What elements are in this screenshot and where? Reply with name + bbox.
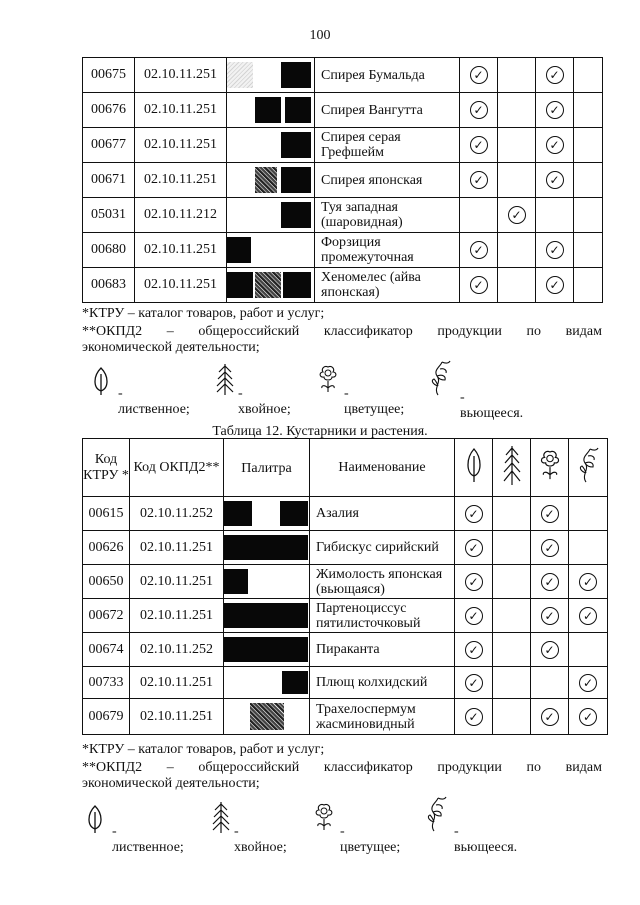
palette-swatch [227, 268, 315, 303]
footnote-word: **ОКПД2 [82, 760, 143, 775]
ktru-code: 00676 [83, 93, 135, 128]
check-cell [455, 531, 493, 565]
palette-swatch [227, 58, 315, 93]
check-circle-icon: ✓ [546, 276, 564, 294]
flower-icon [316, 364, 340, 394]
ktru-code: 00677 [83, 128, 135, 163]
header-palette: Палитра [224, 439, 310, 497]
check-cell [569, 667, 608, 699]
legend-label: - хвойное; [234, 824, 287, 855]
table-1 [82, 57, 603, 303]
check-circle-icon: ✓ [470, 171, 488, 189]
vine-icon [424, 796, 448, 832]
check-cell [460, 93, 498, 128]
header-deciduous [455, 439, 493, 497]
flower-icon [537, 448, 563, 482]
check-cell [574, 198, 603, 233]
footnote-word: общероссийский [198, 324, 300, 339]
table-row [83, 531, 608, 565]
check-cell [536, 58, 574, 93]
palette-swatch [224, 531, 310, 565]
check-circle-icon: ✓ [470, 66, 488, 84]
check-cell [574, 163, 603, 198]
check-cell [460, 58, 498, 93]
table-row [83, 58, 603, 93]
legend-label: - лиственное; [112, 824, 184, 855]
check-cell [455, 599, 493, 633]
check-cell [531, 599, 569, 633]
palette-swatch [227, 163, 315, 198]
check-cell [493, 531, 531, 565]
check-cell [531, 667, 569, 699]
conifer-icon [210, 800, 232, 834]
table-2 [82, 438, 608, 735]
header-ktru: Код КТРУ * [83, 439, 130, 497]
check-cell [493, 699, 531, 735]
palette-swatch [224, 667, 310, 699]
ktru-code: 00683 [83, 268, 135, 303]
legend-label: - хвойное; [238, 386, 291, 417]
plant-name: Спирея Вангутта [315, 93, 460, 128]
check-cell [531, 699, 569, 735]
footnote-word: видам [565, 760, 602, 775]
palette-swatch [227, 198, 315, 233]
check-cell [493, 599, 531, 633]
check-circle-icon: ✓ [579, 708, 597, 726]
check-cell [455, 699, 493, 735]
plant-name: Гибискус сирийский [310, 531, 455, 565]
check-cell [569, 633, 608, 667]
check-cell [531, 531, 569, 565]
footnote-word: общероссийский [198, 760, 300, 775]
ktru-code: 00680 [83, 233, 135, 268]
check-circle-icon: ✓ [465, 708, 483, 726]
conifer-icon [501, 444, 523, 486]
footnote-word: по [526, 760, 541, 775]
plant-name: Форзиция промежуточная [315, 233, 460, 268]
check-cell [498, 58, 536, 93]
check-circle-icon: ✓ [465, 607, 483, 625]
ktru-code: 00675 [83, 58, 135, 93]
check-cell [455, 633, 493, 667]
plant-name: Хеномелес (айва японская) [315, 268, 460, 303]
table-row [83, 268, 603, 303]
plant-name: Спирея серая Грефшейм [315, 128, 460, 163]
check-circle-icon: ✓ [465, 505, 483, 523]
check-cell [493, 667, 531, 699]
ktru-code: 00626 [83, 531, 130, 565]
check-cell [569, 599, 608, 633]
palette-swatch [224, 699, 310, 735]
plant-name: Спирея Бумальда [315, 58, 460, 93]
footnote-word: – [166, 760, 174, 775]
check-cell [569, 497, 608, 531]
table-row [83, 198, 603, 233]
check-cell [455, 565, 493, 599]
check-cell [536, 163, 574, 198]
footnote-okpd-cont: экономической деятельности; [82, 340, 260, 355]
table-row [83, 599, 608, 633]
footnote-word: по [526, 324, 541, 339]
okpd-code: 02.10.11.251 [135, 233, 227, 268]
legend-label: - цветущее; [340, 824, 401, 855]
check-circle-icon: ✓ [541, 641, 559, 659]
plant-name: Пираканта [310, 633, 455, 667]
check-cell [498, 93, 536, 128]
footnote-word: видам [565, 324, 602, 339]
table-row [83, 163, 603, 198]
check-cell [460, 198, 498, 233]
page-number: 100 [309, 28, 331, 43]
check-cell [574, 268, 603, 303]
check-cell [498, 198, 536, 233]
header-okpd: Код ОКПД2** [130, 439, 224, 497]
header-coniferous [493, 439, 531, 497]
okpd-code: 02.10.11.251 [135, 128, 227, 163]
footnote-okpd [82, 760, 602, 776]
palette-swatch [224, 633, 310, 667]
check-cell [569, 531, 608, 565]
table-2-caption: Таблица 12. Кустарники и растения. [212, 424, 428, 439]
palette-swatch [224, 599, 310, 633]
check-cell [498, 268, 536, 303]
check-cell [536, 128, 574, 163]
footnote-word: продукции [437, 760, 502, 775]
check-circle-icon: ✓ [541, 573, 559, 591]
okpd-code: 02.10.11.251 [130, 599, 224, 633]
table-row [83, 93, 603, 128]
header-name: Наименование [310, 439, 455, 497]
footnote-word: классификатор [323, 760, 413, 775]
flower-icon [312, 802, 336, 832]
footnote-ktru: *КТРУ – каталог товаров, работ и услуг; [82, 742, 325, 757]
table-header-row [83, 439, 608, 497]
legend-label: - вьющееся. [460, 390, 524, 421]
ktru-code: 00674 [83, 633, 130, 667]
check-circle-icon: ✓ [508, 206, 526, 224]
palette-swatch [227, 128, 315, 163]
leaf-icon [463, 447, 485, 483]
palette-swatch [227, 233, 315, 268]
table-row [83, 699, 608, 735]
check-circle-icon: ✓ [579, 674, 597, 692]
check-circle-icon: ✓ [546, 241, 564, 259]
header-climbing [569, 439, 608, 497]
check-circle-icon: ✓ [470, 136, 488, 154]
check-circle-icon: ✓ [465, 641, 483, 659]
legend-label: - лиственное; [118, 386, 190, 417]
check-cell [493, 497, 531, 531]
palette-swatch [224, 497, 310, 531]
okpd-code: 02.10.11.251 [135, 268, 227, 303]
plant-name: Партеноциссус пятилисточковый [310, 599, 455, 633]
footnote-word: продукции [437, 324, 502, 339]
check-cell [455, 667, 493, 699]
plant-name: Туя западная (шаровидная) [315, 198, 460, 233]
check-circle-icon: ✓ [546, 171, 564, 189]
check-circle-icon: ✓ [465, 573, 483, 591]
footnote-word: **ОКПД2 [82, 324, 143, 339]
legend-label: - цветущее; [344, 386, 405, 417]
check-cell [498, 128, 536, 163]
check-cell [569, 565, 608, 599]
check-circle-icon: ✓ [579, 573, 597, 591]
palette-swatch [227, 93, 315, 128]
okpd-code: 02.10.11.251 [135, 93, 227, 128]
check-circle-icon: ✓ [541, 708, 559, 726]
check-cell [574, 233, 603, 268]
ktru-code: 00679 [83, 699, 130, 735]
table-row [83, 565, 608, 599]
check-circle-icon: ✓ [541, 539, 559, 557]
okpd-code: 02.10.11.212 [135, 198, 227, 233]
check-circle-icon: ✓ [541, 505, 559, 523]
legend-label: - вьющееся. [454, 824, 518, 855]
check-cell [531, 565, 569, 599]
check-cell [460, 268, 498, 303]
check-cell [460, 128, 498, 163]
okpd-code: 02.10.11.252 [130, 497, 224, 531]
check-cell [460, 233, 498, 268]
ktru-code: 00615 [83, 497, 130, 531]
check-cell [536, 268, 574, 303]
plant-name: Трахелоспермум жасминовидный [310, 699, 455, 735]
check-cell [574, 58, 603, 93]
table-row [83, 667, 608, 699]
check-cell [498, 163, 536, 198]
check-circle-icon: ✓ [470, 101, 488, 119]
ktru-code: 05031 [83, 198, 135, 233]
plant-name: Плющ колхидский [310, 667, 455, 699]
check-circle-icon: ✓ [546, 66, 564, 84]
okpd-code: 02.10.11.251 [130, 531, 224, 565]
table-row [83, 128, 603, 163]
okpd-code: 02.10.11.251 [130, 667, 224, 699]
check-cell [531, 633, 569, 667]
leaf-icon [90, 366, 112, 396]
check-circle-icon: ✓ [470, 241, 488, 259]
table-row [83, 233, 603, 268]
plant-name: Азалия [310, 497, 455, 531]
check-cell [574, 128, 603, 163]
check-circle-icon: ✓ [546, 101, 564, 119]
vine-icon [428, 360, 452, 396]
table-row [83, 497, 608, 531]
footnote-word: – [166, 324, 174, 339]
table-row [83, 633, 608, 667]
palette-swatch [224, 565, 310, 599]
check-circle-icon: ✓ [579, 607, 597, 625]
check-cell [574, 93, 603, 128]
check-cell [531, 497, 569, 531]
conifer-icon [214, 362, 236, 396]
check-circle-icon: ✓ [465, 674, 483, 692]
check-circle-icon: ✓ [541, 607, 559, 625]
leaf-icon [84, 804, 106, 834]
check-cell [493, 565, 531, 599]
ktru-code: 00733 [83, 667, 130, 699]
check-cell [498, 233, 536, 268]
check-cell [455, 497, 493, 531]
check-circle-icon: ✓ [546, 136, 564, 154]
okpd-code: 02.10.11.251 [130, 699, 224, 735]
check-cell [536, 198, 574, 233]
footnote-ktru: *КТРУ – каталог товаров, работ и услуг; [82, 306, 325, 321]
header-flowering [531, 439, 569, 497]
check-circle-icon: ✓ [465, 539, 483, 557]
plant-name: Жимолость японская (вьющаяся) [310, 565, 455, 599]
okpd-code: 02.10.11.251 [135, 163, 227, 198]
check-cell [536, 93, 574, 128]
footnote-okpd [82, 324, 602, 340]
check-cell [536, 233, 574, 268]
check-cell [569, 699, 608, 735]
check-circle-icon: ✓ [470, 276, 488, 294]
okpd-code: 02.10.11.252 [130, 633, 224, 667]
footnote-word: классификатор [323, 324, 413, 339]
plant-name: Спирея японская [315, 163, 460, 198]
okpd-code: 02.10.11.251 [130, 565, 224, 599]
footnote-okpd-cont: экономической деятельности; [82, 776, 260, 791]
check-cell [493, 633, 531, 667]
ktru-code: 00672 [83, 599, 130, 633]
ktru-code: 00650 [83, 565, 130, 599]
vine-icon [576, 445, 600, 485]
ktru-code: 00671 [83, 163, 135, 198]
check-cell [460, 163, 498, 198]
okpd-code: 02.10.11.251 [135, 58, 227, 93]
